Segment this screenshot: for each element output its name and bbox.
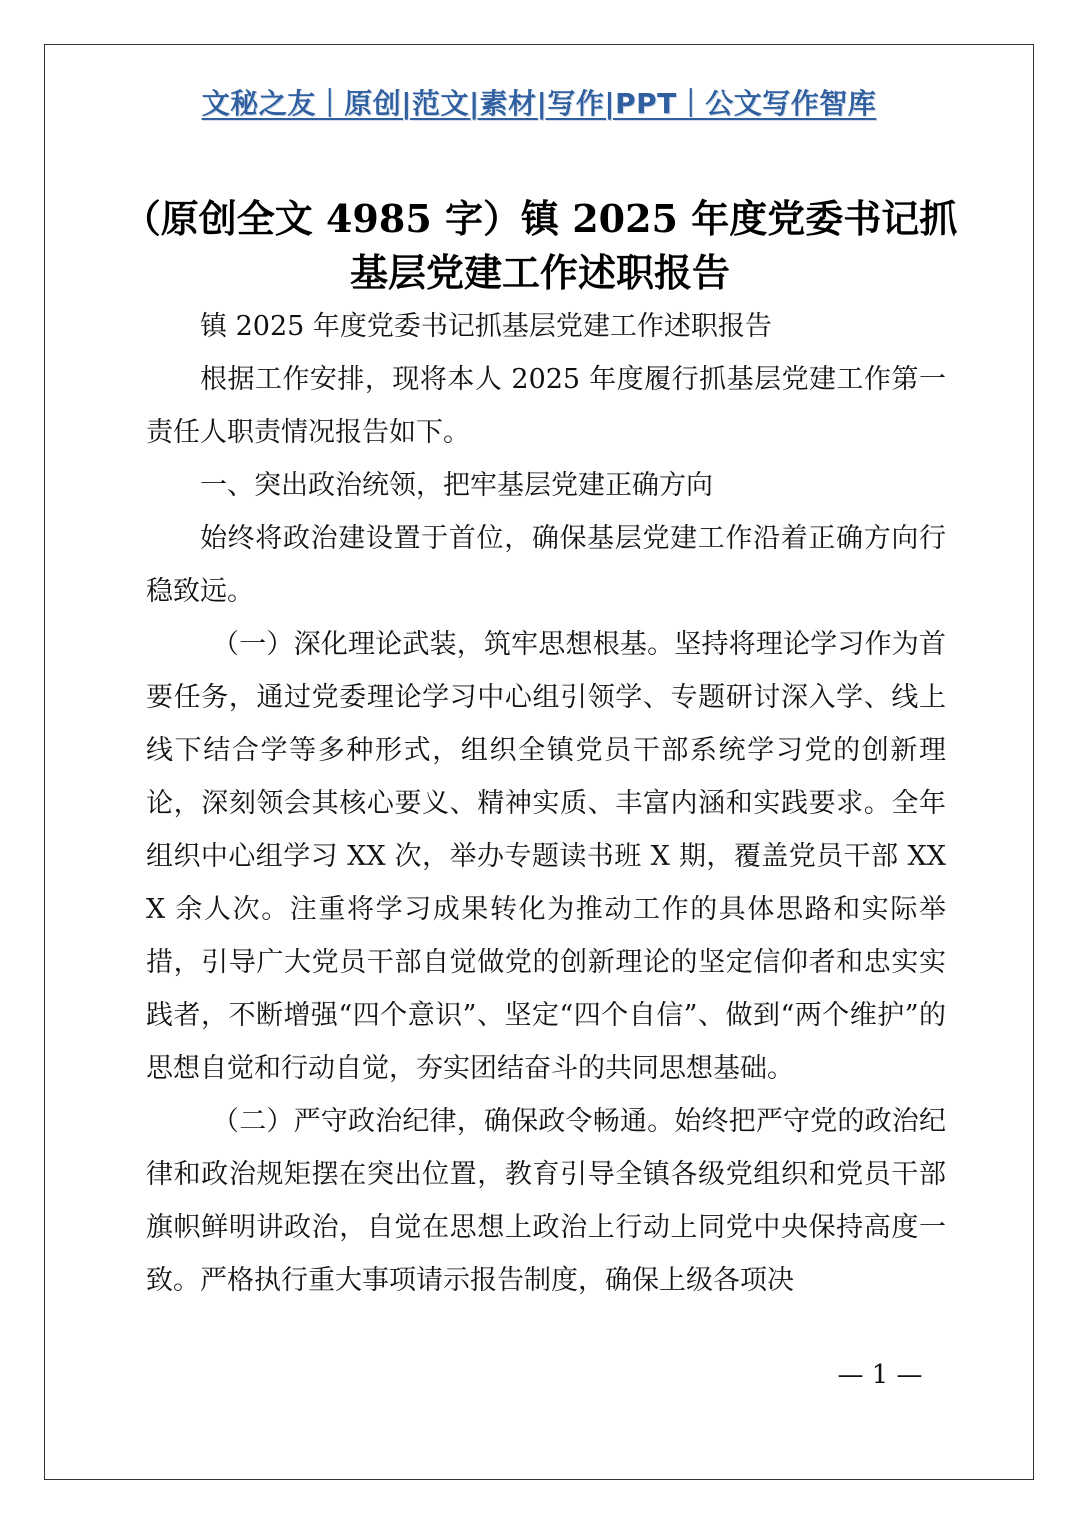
document-title <box>100 192 980 300</box>
paragraph-subsection-1: （一）深化理论武装，筑牢思想根基。坚持将理论学习作为首要任务，通过党委理论学习中心组引领学、专题研讨深入学、线上线下结合学等多种形式，组织全镇党员干部系统学习党的创新理论，深刻领会其核心要义、精神实质、丰富内涵和实践要求。全年组织中心组学习 XX 次，举办专题读书班 X 期，覆盖党员干部 XXX 余人次。注重将学习成果转化为推动工作的具体思路和实际举措，引导广大党员干部自觉做党的创新理论的坚定信仰者和忠实实践者，不断增强“四个意识”、坚定“四个自信”、做到“两个维护”的思想自觉和行动自觉，夯实团结奋斗的共同思想基础。 <box>146 629 946 1084</box>
paragraph-subsection-2: （二）严守政治纪律，确保政令畅通。始终把严守党的政治纪律和政治规矩摆在突出位置，教育引导全镇各级党组织和党员干部旗帜鲜明讲政治，自觉在思想上政治上行动上同党中央保持高度一致。严格执行重大事项请示报告制度，确保上级各项决 <box>146 1106 946 1296</box>
header-banner-link[interactable]: 文秘之友｜原创|范文|素材|写作|PPT｜公文写作智库 <box>201 87 877 120</box>
paragraph-subtitle: 镇 2025 年度党委书记抓基层党建工作述职报告 <box>200 311 772 342</box>
section-heading-1: 一、突出政治统领，把牢基层党建正确方向 <box>200 470 713 501</box>
paragraph-intro: 根据工作安排，现将本人 2025 年度履行抓基层党建工作第一责任人职责情况报告如下。 <box>146 364 946 448</box>
title-line-2: 基层党建工作述职报告 <box>349 250 730 295</box>
document-body <box>146 300 946 1307</box>
paragraph-section-1-intro: 始终将政治建设置于首位，确保基层党建工作沿着正确方向行稳致远。 <box>146 523 946 607</box>
page-number: — 1 — <box>837 1360 923 1390</box>
title-line-1: （原创全文 4985 字）镇 2025 年度党委书记抓 <box>122 196 958 241</box>
